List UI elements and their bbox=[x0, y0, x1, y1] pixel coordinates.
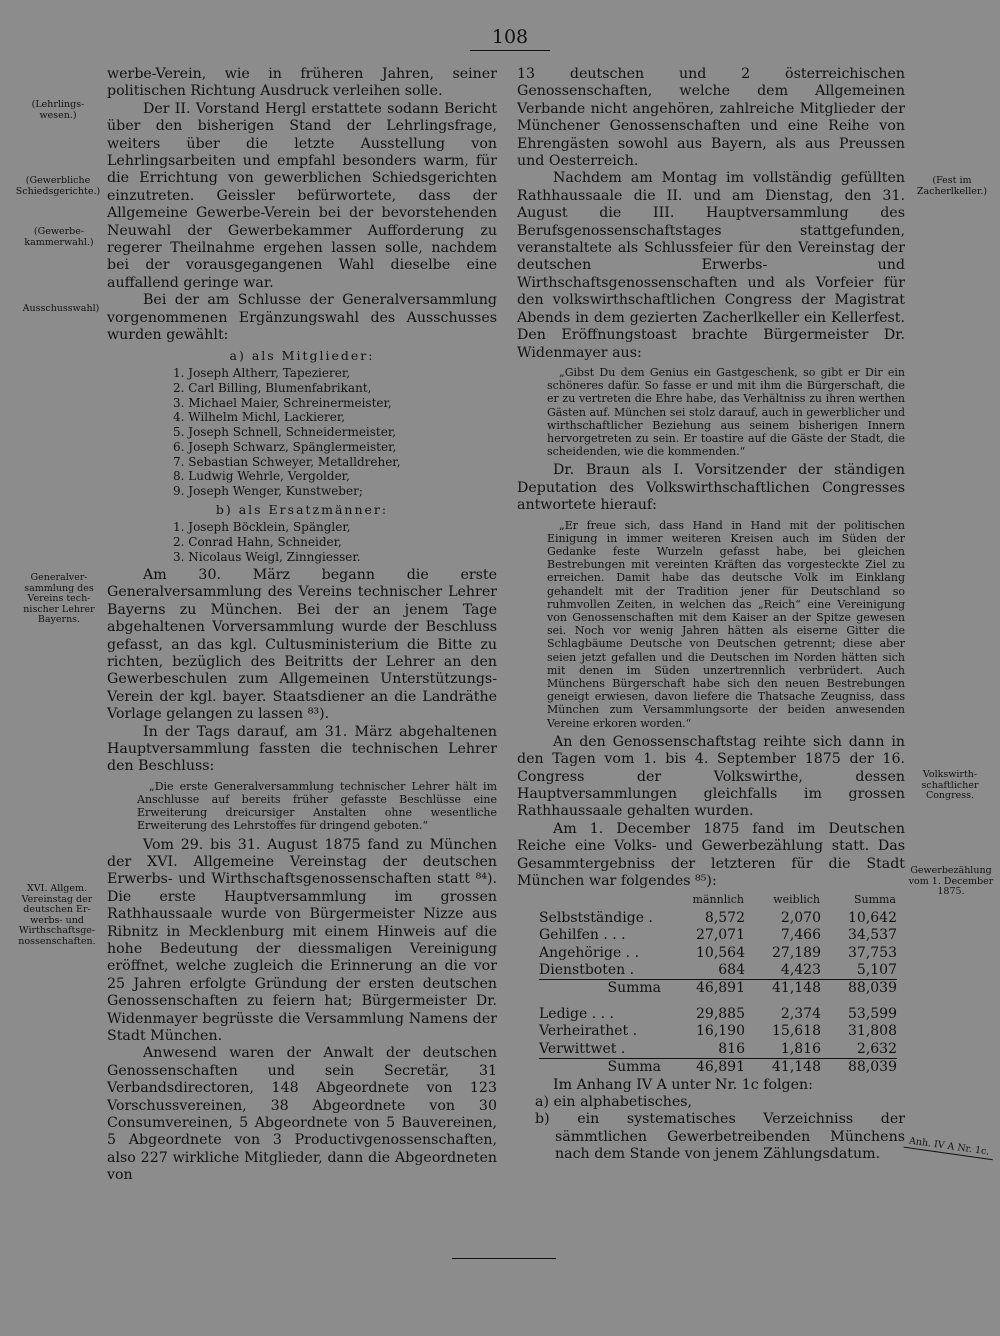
margin-note-vereinstag: XVI. Allgem. Vereinstag der deutschen Er-werbs- und Wirthschaftsge-nossenschaften. bbox=[18, 883, 96, 947]
list-item: 7. Sebastian Schweyer, Metalldreher, bbox=[173, 454, 401, 469]
cell: 816 bbox=[718, 1040, 745, 1057]
cell: 88,039 bbox=[821, 980, 897, 998]
block-quote: „Gibst Du dem Genius ein Gastgeschenk, so gibt er Dir ein schöneres dafür. So fasse er und mit ihm die Bürgerschaft, die er zu vertreten die Ehre habe, das Verhältniss zu ihren werthen Gästen auf. München sei stolz darauf, auch in gewerblicher und wirthschaftlicher Beziehung aus seinem bisherigen Innern hervorgetreten zu sein. Er toastire auf die Gäste der Stadt, die scheidenden, wie die kommenden.“ bbox=[547, 365, 905, 459]
table-row bbox=[539, 1023, 897, 1040]
cell: 16,190 bbox=[696, 1023, 745, 1040]
table-row bbox=[539, 910, 897, 927]
cell: 27,071 bbox=[696, 927, 745, 944]
census-table bbox=[539, 890, 897, 1076]
cell: 31,808 bbox=[848, 1023, 897, 1040]
substitutes-list bbox=[173, 520, 497, 564]
footer-rule bbox=[452, 1258, 556, 1259]
cell: 53,599 bbox=[848, 1005, 897, 1022]
cell: 2,374 bbox=[780, 1005, 821, 1022]
list-item: a) ein alphabetisches, bbox=[535, 1093, 693, 1110]
list-item: 2. Conrad Hahn, Schneider, bbox=[173, 535, 342, 550]
table-spacer bbox=[539, 998, 897, 1006]
paragraph: werbe-Verein, wie in früheren Jahren, seiner politischen Richtung Ausdruck verleihen solle. bbox=[107, 66, 497, 100]
row-label: Ledige . . . bbox=[539, 1005, 614, 1022]
margin-note-gewerbekammer: (Gewerbe-kammerwahl.) bbox=[24, 226, 94, 248]
list-item: 1. Joseph Böcklein, Spängler, bbox=[173, 520, 351, 535]
column-header: weiblich bbox=[773, 893, 820, 907]
margin-note-schiedsgerichte: (Gewerbliche Schiedsgerichte.) bbox=[15, 175, 101, 197]
column-header: Summa bbox=[853, 893, 896, 907]
row-label: Verheirathet . bbox=[539, 1023, 638, 1040]
right-column bbox=[517, 66, 905, 1164]
row-label: Verwittwet . bbox=[539, 1040, 626, 1057]
margin-note-zaehlung: Gewerbezählung vom 1. December 1875. bbox=[908, 865, 994, 897]
row-label: Summa bbox=[539, 1059, 669, 1077]
cell: 46,891 bbox=[669, 980, 745, 998]
substitutes-heading: b) als Ersatzmänner: bbox=[215, 502, 389, 518]
paragraph: Bei der am Schlusse der Generalversammlung vorgenommenen Ergänzungswahl des Ausschusses wurden gewählt: bbox=[107, 292, 497, 344]
paragraph: Nachdem am Montag im vollständig gefüllten Rathhaussaale die II. und am Dienstag, den 31. August die III. Hauptversammlung des Berufsgenossenschaftstages stattgefunden, veranstaltete als Schlussfeier für den Vereinstag der deutschen Erwerbs- und Wirthschaftsgenossenschaften und als Vorfeier für den volkswirthschaftlichen Congress der Magistrat Abends in dem gezierten Zacherlkeller ein Kellerfest. Den Eröffnungstoast brachte Bürgermeister Dr. Widenmayer aus: bbox=[517, 170, 905, 361]
row-label: Selbstständige . bbox=[539, 909, 653, 926]
table-row bbox=[539, 1041, 897, 1059]
row-label: Summa bbox=[539, 980, 669, 998]
members-list bbox=[173, 366, 497, 499]
page-number: 108 bbox=[470, 24, 550, 51]
block-quote: „Die erste Generalversammlung technischer Lehrer hält im Anschlusse auf bereits früher gefasste Beschlüsse eine Erweiterung dreicursiger Anstalten ohne wesentliche Erweiterung des Lehrstoffes für dringend geboten.“ bbox=[137, 779, 497, 833]
margin-note-ausschusswahl: Ausschusswahl) bbox=[22, 303, 100, 314]
cell: 27,189 bbox=[772, 944, 821, 961]
cell: 2,632 bbox=[856, 1040, 897, 1057]
margin-note-generalversammlung: Generalver-sammlung des Vereins tech-nischer Lehrer Bayerns. bbox=[23, 572, 95, 625]
cell: 41,148 bbox=[745, 980, 821, 998]
list-item: b) ein systematisches Verzeichniss der sämmtlichen Gewerbetreibenden Münchens nach dem Stande von jenem Zählungsdatum. bbox=[535, 1111, 905, 1163]
list-item: 5. Joseph Schnell, Schneidermeister, bbox=[173, 425, 397, 440]
list-item: 8. Ludwig Wehrle, Vergolder, bbox=[173, 469, 350, 484]
left-column bbox=[107, 66, 497, 1185]
list-item: 4. Wilhelm Michl, Lackierer, bbox=[173, 410, 346, 425]
paragraph: 13 deutschen und 2 österreichischen Genossenschaften, welche dem Allgemeinen Verbande nicht angehören, zahlreiche Mitglieder der Münchener Genossenschaften und eine Reihe von Ehrengästen sowohl aus Bayern, als aus Preussen und Oesterreich. bbox=[517, 66, 905, 170]
margin-note-anhang: Anh. IV A Nr. 1c. bbox=[904, 1136, 995, 1160]
table-row bbox=[539, 962, 897, 980]
cell: 88,039 bbox=[821, 1059, 897, 1077]
margin-note-lehrlingswesen: (Lehrlings-wesen.) bbox=[31, 99, 85, 121]
cell: 684 bbox=[718, 962, 745, 979]
cell: 41,148 bbox=[745, 1059, 821, 1077]
list-item: 3. Michael Maier, Schreinermeister, bbox=[173, 395, 392, 410]
paragraph: In der Tags darauf, am 31. März abgehaltenen Hauptversammlung fassten die technischen Lehrer den Beschluss: bbox=[107, 723, 497, 775]
list-item: 1. Joseph Altherr, Tapezierer, bbox=[173, 365, 351, 380]
paragraph: Am 30. März begann die erste Generalversammlung des Vereins technischer Lehrer Bayerns zu München. Bei der an jenem Tage abgehaltenen Vorversammlung wurde der Beschluss gefasst, an das kgl. Cultusministerium die Bitte zu richten, bezüglich des Beitritts der Lehrer an den Gewerbeschulen zum Allgemeinen Unterstützungs-Verein der kgl. bayer. Staatsdiener an die Landräthe Vorlage gelangen zu lassen ⁸³). bbox=[107, 566, 497, 723]
cell: 5,107 bbox=[856, 962, 897, 979]
table-row bbox=[539, 927, 897, 944]
list-item: 9. Joseph Wenger, Kunstweber; bbox=[173, 484, 363, 499]
table-sum-row bbox=[539, 980, 897, 998]
margin-note-congress: Volkswirth-schaftlicher Congress. bbox=[921, 769, 979, 801]
paragraph: Am 1. December 1875 fand im Deutschen Reiche eine Volks- und Gewerbezählung statt. Das Gesammtergebniss der letzteren für die Stadt München war folgendes ⁸⁵): bbox=[517, 820, 905, 890]
table-row bbox=[539, 945, 897, 962]
paragraph: Dr. Braun als I. Vorsitzender der ständigen Deputation des Volkswirthschaftlichen Congresses antwortete hierauf: bbox=[517, 462, 905, 514]
cell: 10,642 bbox=[848, 909, 897, 926]
members-heading: a) als Mitglieder: bbox=[229, 347, 375, 363]
cell: 46,891 bbox=[669, 1059, 745, 1077]
list-item: 3. Nicolaus Weigl, Zinngiesser. bbox=[173, 550, 361, 565]
column-header: männlich bbox=[692, 893, 744, 907]
row-label: Dienstboten . bbox=[539, 962, 635, 979]
cell: 34,537 bbox=[848, 927, 897, 944]
cell: 37,753 bbox=[848, 944, 897, 961]
paragraph: An den Genossenschaftstag reihte sich dann in den Tagen vom 1. bis 4. September 1875 der 16. Congress der Volkswirthe, dessen Hauptversammlungen gleichfalls im grossen Rathhaussaale gehalten wurden. bbox=[517, 733, 905, 820]
table-header-row bbox=[539, 890, 897, 909]
paragraph: Anwesend waren der Anwalt der deutschen Genossenschaften und sein Secretär, 31 Verbandsdirectoren, 148 Abgeordnete von 123 Vorschussvereinen, 38 Abgeordnete von 30 Consumvereinen, 5 Abgeordnete von 5 Bauvereinen, 5 Abgeordnete von 3 Productivgenossenschaften, also 227 wirkliche Mitglieder, dann die Abgeordneten von bbox=[107, 1045, 497, 1184]
row-label: Angehörige . . bbox=[539, 944, 640, 961]
cell: 10,564 bbox=[696, 944, 745, 961]
paragraph: Der II. Vorstand Hergl erstattete sodann Bericht über den bisherigen Stand der Lehrlingsfrage, weiters über die letzte Ausstellung von Lehrlingsarbeiten und empfahl besonders warm, für die Errichtung von gewerblichen Schiedsgerichten einzutreten. Geissler befürwortete, dass der Allgemeine Gewerbe-Verein bei der bevorstehenden Neuwahl der Gewerbekammer Aufforderung zu regerer Theilnahme ergehen lassen solle, nachdem bei der vorausgegangenen Wahl dieselbe eine auffallend geringe war. bbox=[107, 100, 497, 291]
cell: 7,466 bbox=[780, 927, 821, 944]
list-item: 2. Carl Billing, Blumenfabrikant, bbox=[173, 380, 372, 395]
paragraph: Im Anhang IV A unter Nr. 1c folgen: bbox=[553, 1076, 813, 1093]
cell: 15,618 bbox=[772, 1023, 821, 1040]
cell: 29,885 bbox=[696, 1005, 745, 1022]
list-item: 6. Joseph Schwarz, Spänglermeister, bbox=[173, 439, 397, 454]
table-row bbox=[539, 1006, 897, 1023]
cell: 8,572 bbox=[704, 909, 745, 926]
table-sum-row bbox=[539, 1059, 897, 1077]
cell: 1,816 bbox=[780, 1040, 821, 1057]
block-quote: „Er freue sich, dass Hand in Hand mit der politischen Einigung in immer weiteren Kreisen auch im Süden der Gedanke feste Wurzeln gefasst habe, bei gleichen Bestrebungen mit vereinten Kräften das vorgesteckte Ziel zu erreichen. Damit habe das deutsche Volk im Einklang gehandelt mit der Tradition jener für Deutschland so ruhmvollen Zeiten, in welchen das „Reich“ eine Vereinigung von Genossenschaften mit dem Kaiser an der Spitze gewesen sei. Noch vor wenig Jahren hätten als eiserne Gitter die Schlagbäume Deutsche von Deutschen getrennt; diese aber seien jetzt gefallen und die Deutschen im Norden hätten sich mit denen im Süden unzertrennlich verbrüdert. Auch Münchens Bürgerschaft habe sich den neuen Bestrebungen geneigt erwiesen, davon liefere die Thatsache Zeugniss, dass München zum Versammlungsorte der beiden anwesenden Vereine erkoren worden.“ bbox=[547, 518, 905, 730]
cell: 4,423 bbox=[780, 962, 821, 979]
row-label: Gehilfen . . . bbox=[539, 927, 626, 944]
paragraph: Vom 29. bis 31. August 1875 fand zu München der XVI. Allgemeine Vereinstag der deutschen Erwerbs- und Wirthschaftsgenossenschaften statt ⁸⁴). Die erste Hauptversammlung im grossen Rathhaussaale wurde von Bürgermeister Nizze aus Ribnitz in Mecklenburg mit einem Hinweis auf die hohe Bedeutung der diessmaligen Vereinigung eröffnet, welche zugleich die Erinnerung an die vor 25 Jahren erfolgte Gründung der ersten deutschen Genossenschaften zu feiern hat; Bürgermeister Dr. Widenmayer begrüsste die Versammlung Namens der Stadt München. bbox=[107, 836, 497, 1045]
margin-note-fest: (Fest im Zacherlkeller.) bbox=[916, 175, 988, 197]
cell: 2,070 bbox=[780, 909, 821, 926]
